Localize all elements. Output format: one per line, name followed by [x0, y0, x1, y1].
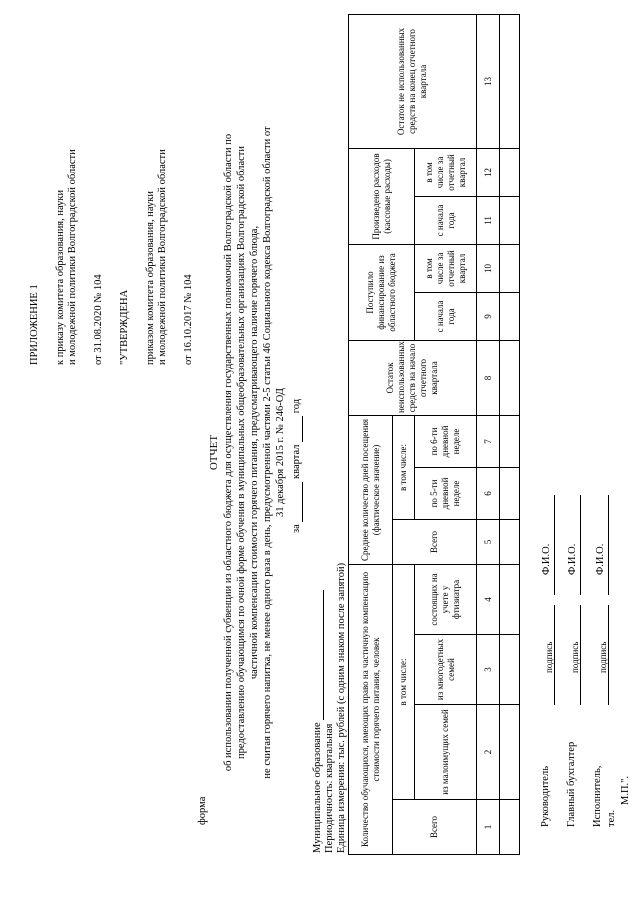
data-cell[interactable]: [500, 148, 520, 196]
data-cell[interactable]: [500, 415, 520, 467]
period-quarter: квартал: [291, 444, 302, 479]
approved-line-1: приказом комитета образования, науки: [145, 191, 156, 365]
header-total: Всего: [393, 800, 477, 855]
column-number: 1: [477, 800, 500, 855]
executor-signature-line[interactable]: [608, 605, 609, 705]
data-cell[interactable]: [500, 564, 520, 634]
header-including-days: в том числе:: [393, 415, 415, 519]
column-number: 2: [477, 705, 500, 800]
header-expenses-quarter: в том числе за отчетный квартал: [415, 148, 477, 196]
report-line-5: 31 декабря 2015 г. № 246-ОД: [275, 388, 286, 517]
approved-line-2: и молодежной политики Волгоградской области: [157, 149, 168, 365]
approved-title: "УТВЕРЖДЕНА: [119, 289, 130, 365]
municipality-label: Муниципальное образование: [311, 590, 324, 853]
head-signature-line[interactable]: [554, 605, 555, 705]
header-funding-year: с начала года: [415, 292, 477, 340]
header-total-days: Всего: [393, 519, 477, 564]
head-fio-line[interactable]: [554, 495, 555, 595]
data-cell[interactable]: [500, 635, 520, 705]
accountant-fio-caption: Ф.И.О.: [567, 543, 578, 575]
column-number: 3: [477, 635, 500, 705]
appendix-title: ПРИЛОЖЕНИЕ 1: [29, 284, 40, 365]
data-cell[interactable]: [500, 467, 520, 519]
form-label: форма: [197, 796, 208, 825]
period-year: год: [291, 398, 302, 414]
header-expenses: Произведено расходов (кассовые расходы): [349, 148, 415, 244]
header-funding: Поступило финансирование из областного бюджета: [349, 244, 415, 340]
report-line-2: предоставлению обучающимся по очной форме обучения в муниципальных общеобразовательных организациях Волгоградской области: [236, 145, 247, 760]
appendix-date: от 31.08.2020 № 104: [93, 274, 104, 365]
header-avg-days: Среднее количество дней посещения (фактическое значение): [349, 415, 393, 564]
header-balance-end: Остаток не использованных средств на конец отчетного квартала: [349, 14, 477, 148]
accountant-signature-caption: подпись: [570, 641, 580, 673]
head-signature-caption: подпись: [544, 641, 554, 673]
report-line-4: не считая горячего напитка, не менее одного раза в день, предусмотренной частями 2-5 статьи 46 Социального кодекса Волгоградской области от: [262, 126, 273, 779]
phone-label: тел.: [606, 809, 617, 827]
period-prefix: за: [291, 524, 302, 533]
report-table: [348, 14, 520, 855]
header-poor-families: из малоимущих семей: [415, 705, 477, 800]
municipality-blank[interactable]: [323, 590, 324, 720]
column-number: 11: [477, 196, 500, 244]
executor-fio-caption: Ф.И.О.: [595, 543, 606, 575]
column-number: 10: [477, 244, 500, 292]
approved-date: от 16.10.2017 № 104: [183, 274, 194, 365]
seal-label: М.П.".: [620, 775, 631, 805]
column-number: 9: [477, 292, 500, 340]
quarter-blank[interactable]: [302, 482, 303, 522]
column-number: 7: [477, 415, 500, 467]
report-line-1: об использовании полученной субвенции из областного бюджета для осуществления государственных полномочий Волгоградской области по: [223, 133, 234, 772]
data-cell[interactable]: [500, 196, 520, 244]
column-number: 6: [477, 467, 500, 519]
accountant-signature-line[interactable]: [580, 605, 581, 705]
header-including: в том числе:: [393, 564, 415, 799]
header-5day-week: по 5-ти дневной неделе: [415, 467, 477, 519]
column-number: 12: [477, 148, 500, 196]
report-line-3: частичной компенсации стоимости горячего питания, предусматривающего наличие горячего блюда,: [249, 225, 260, 680]
header-funding-quarter: в том числе за отчетный квартал: [415, 244, 477, 292]
data-cell[interactable]: [500, 14, 520, 148]
data-cell[interactable]: [500, 340, 520, 415]
column-number: 13: [477, 14, 500, 148]
head-fio-caption: Ф.И.О.: [541, 543, 552, 575]
head-label: Руководитель: [540, 766, 551, 827]
column-number: 8: [477, 340, 500, 415]
year-blank[interactable]: [302, 416, 303, 442]
data-cell[interactable]: [500, 292, 520, 340]
header-6day-week: по 6-ти дневной неделе: [415, 415, 477, 467]
header-tb-registered: состоящих на учете у фтизиатра: [415, 564, 477, 634]
unit-label: Единица измерения: тыс. рублей (с одним знаком после запятой): [336, 562, 347, 853]
header-large-families: из многодетных семей: [415, 635, 477, 705]
appendix-line-1: к приказу комитета образования, науки: [55, 189, 66, 365]
accountant-fio-line[interactable]: [580, 495, 581, 595]
data-cell[interactable]: [500, 705, 520, 800]
header-students: Количество обучающихся, имеющих право на частичную компенсацию стоимости горячего питания, человек: [349, 564, 393, 854]
column-number: 4: [477, 564, 500, 634]
appendix-line-2: и молодежной политики Волгоградской области: [67, 149, 78, 365]
column-number: 5: [477, 519, 500, 564]
executor-label: Исполнитель,: [592, 765, 603, 827]
executor-signature-caption: подпись: [598, 641, 608, 673]
report-title: ОТЧЕТ: [208, 434, 220, 471]
periodicity-label: Периодичность: квартальная: [324, 723, 335, 853]
header-expenses-year: с начала года: [415, 196, 477, 244]
executor-fio-line[interactable]: [608, 495, 609, 595]
data-cell[interactable]: [500, 244, 520, 292]
data-cell[interactable]: [500, 519, 520, 564]
accountant-label: Главный бухгалтер: [566, 741, 577, 827]
period-line: [290, 399, 303, 533]
header-balance-start: Остаток неиспользованных средств на начало отчетного квартала: [349, 340, 477, 415]
data-cell[interactable]: [500, 800, 520, 855]
